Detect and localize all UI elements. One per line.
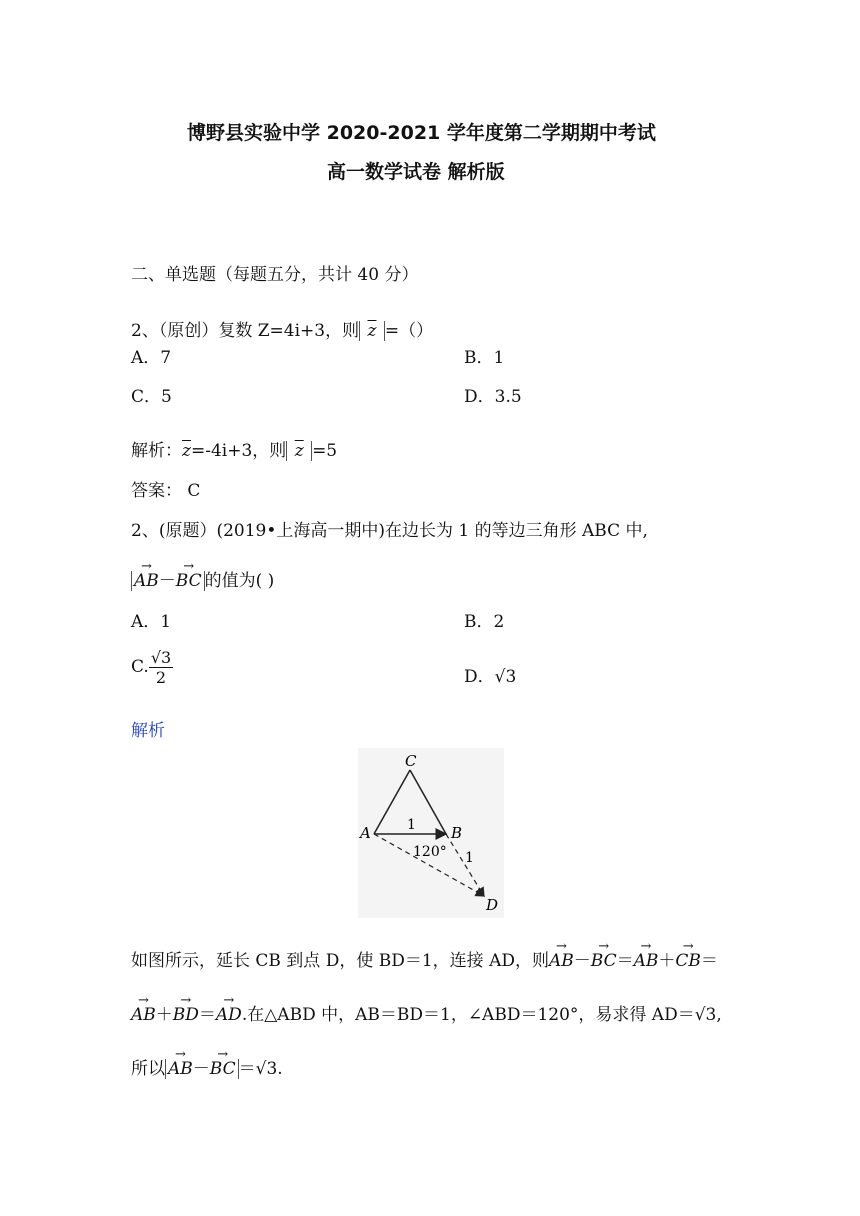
question-1-option-a: A．7 [131,348,172,368]
option-d-prefix: D． [464,667,495,687]
label-b: B [451,824,463,842]
explanation-line-2 [131,1000,722,1025]
vector-ab: → AB [131,1005,156,1025]
label-d: D [486,896,499,914]
vector-ad: → AD [216,1005,242,1025]
question-1-analysis-end: =5 [312,441,338,461]
explanation-text-3: 所以 [131,1059,165,1079]
question-1-analysis-label: 解析： [131,441,182,461]
question-2-stem-line2 [131,566,274,591]
equals-sign: ＝ [700,951,718,971]
plus-sign: ＋ [155,1005,173,1025]
question-2-option-c [131,648,173,687]
label-side-ab: 1 [407,817,416,833]
question-1-option-b: B．1 [464,348,505,368]
plus-sign: ＋ [658,951,676,971]
question-1-analysis-z: $\overline{z}$ [182,441,191,461]
explanation-result: ＝√3. [238,1059,283,1079]
vector-ab: → AB [134,571,159,591]
question-2-stem-line1: 2、(原题）(2019•上海高一期中)在边长为 1 的等边三角形 ABC 中, [131,521,648,541]
question-2-option-d [464,662,516,687]
fraction-denominator: 2 [155,668,167,687]
explanation-text-1: 如图所示，延长 CB 到点 D，使 BD＝1，连接 AD，则 [131,951,549,971]
question-2-option-a: A．1 [131,612,172,632]
minus-sign: － [158,571,176,591]
explanation-line-3 [131,1054,283,1079]
explanation-modulus [165,1059,239,1079]
question-1-stem-text: 2、（原创）复数 Z=4i+3，则 [131,321,360,341]
option-d-value: √3 [494,667,517,687]
explanation-text-2: .在△ABD 中，AB＝BD＝1，∠ABD＝120°，易求得 AD＝√3, [241,1005,722,1025]
minus-sign: － [573,951,591,971]
question-2-stem-tail: 的值为( ) [204,571,275,591]
vector-bc: → BC [176,571,202,591]
question-1-analysis-modulus [286,441,312,461]
explanation-line-1 [131,946,718,971]
question-2-analysis-heading: 解析 [131,721,165,741]
question-1-option-d: D．3.5 [464,387,522,407]
question-2-vector-expression [131,571,205,591]
question-2-option-b: B．2 [464,612,505,632]
equals-sign: ＝ [616,951,634,971]
question-1-answer: 答案： C [131,481,201,501]
vector-bd: → BD [173,1005,199,1025]
triangle-diagram [358,748,504,918]
question-1-stem [131,316,433,341]
option-c-prefix: C. [131,657,149,677]
question-1-analysis-z2: $\overline{z}$ [294,441,304,461]
option-c-fraction [149,648,173,687]
question-1-analysis-mid: =-4i+3，则 [190,441,287,461]
question-1-modulus [359,321,385,341]
label-a: A [360,824,371,842]
question-1-conjugate-z: $\overline{z}$ [367,321,377,341]
section-heading: 二、单选题（每题五分，共计 40 分） [131,265,419,285]
vector-ab: → AB [168,1059,193,1079]
triangle-figure [358,748,504,918]
label-side-bd: 1 [465,850,474,866]
vector-bc: → BC [210,1059,236,1079]
document-title-line1: 博野县实验中学 2020-2021 学年度第二学期期中考试 [187,122,656,144]
vector-bc: → BC [591,951,617,971]
document-title-line2: 高一数学试卷 解析版 [327,161,505,183]
equals-sign: ＝ [198,1005,216,1025]
vector-cb: → CB [675,951,701,971]
question-1-analysis [131,436,337,461]
vector-ab: → AB [549,951,574,971]
question-1-option-c: C．5 [131,387,172,407]
label-c: C [405,752,417,770]
label-angle: 120° [413,844,447,860]
side-ac [374,770,410,834]
vector-ab: → AB [634,951,659,971]
question-1-stem-end: =（） [384,321,434,341]
fraction-numerator: √3 [150,648,172,667]
minus-sign: － [192,1059,210,1079]
